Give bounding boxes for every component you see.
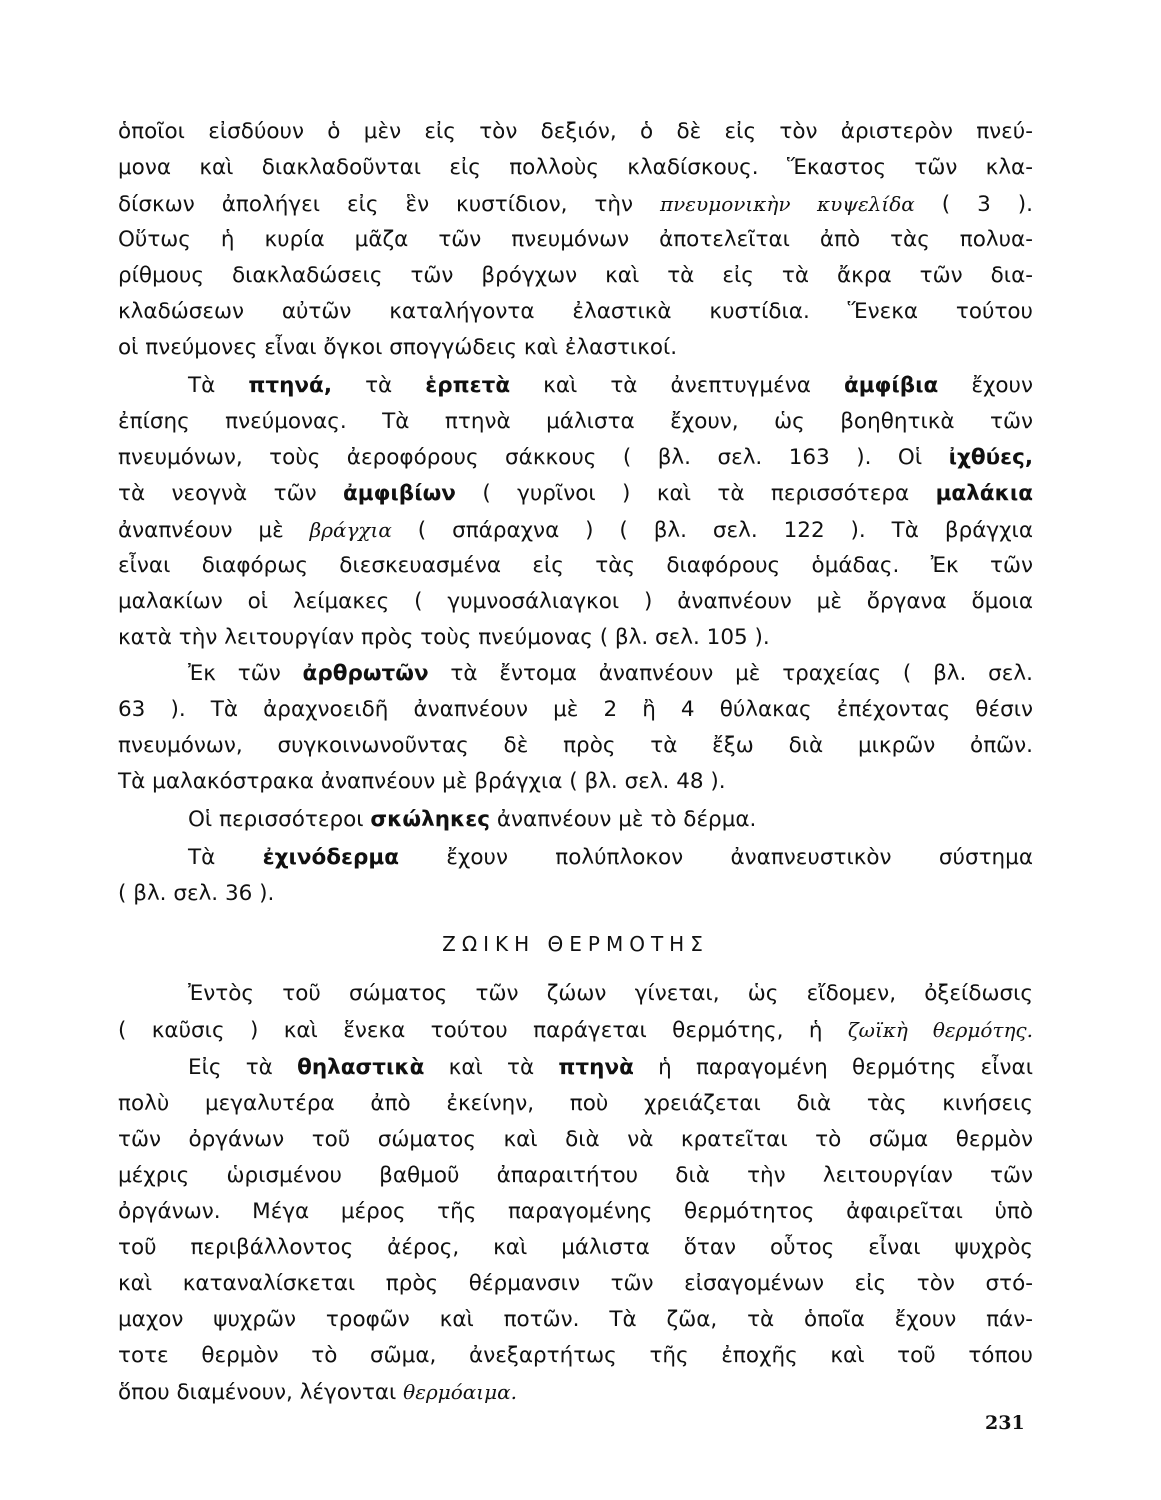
bold-term: ἑρπετὰ: [425, 373, 511, 398]
text-line: Ἐκ τῶν ἀρθρωτῶν τὰ ἔντομα ἀναπνέουν μὲ τραχείας ( βλ. σελ.: [188, 661, 1033, 686]
text-line: ὁποῖοι εἰσδύουν ὁ μὲν εἰς τὸν δεξιόν, ὁ δὲ εἰς τὸν ἀριστερὸν πνεύ-: [118, 119, 1033, 144]
italic-term: πνευμονικὴν κυψελίδα: [660, 192, 915, 216]
bold-term: ἐχινόδερμα: [262, 845, 399, 870]
bold-term: πτηνά,: [248, 373, 332, 398]
text-line: τῶν ὀργάνων τοῦ σώματος καὶ διὰ νὰ κρατεῖται τὸ σῶμα θερμὸν: [118, 1127, 1033, 1152]
text-line: πολὺ μεγαλυτέρα ἀπὸ ἐκείνην, ποὺ χρειάζεται διὰ τὰς κινήσεις: [118, 1091, 1033, 1116]
text-line: τοτε θερμὸν τὸ σῶμα, ἀνεξαρτήτως τῆς ἐποχῆς καὶ τοῦ τόπου: [118, 1343, 1033, 1368]
text-line: 63 ). Τὰ ἀραχνοειδῆ ἀναπνέουν μὲ 2 ἢ 4 θύλακας ἐπέχοντας θέσιν: [118, 697, 1033, 722]
text-line: μέχρις ὡρισμένου βαθμοῦ ἀπαραιτήτου διὰ τὴν λειτουργίαν τῶν: [118, 1163, 1033, 1188]
bold-term: σκώληκες: [370, 807, 491, 832]
text-line: μονα καὶ διακλαδοῦνται εἰς πολλοὺς κλαδίσκους. Ἕκαστος τῶν κλα-: [118, 155, 1033, 180]
text-line: ἀναπνέουν μὲ βράγχια ( σπάραχνα ) ( βλ. σελ. 122 ). Τὰ βράγχια: [118, 518, 1033, 543]
text-line: Τὰ πτηνά, τὰ ἑρπετὰ καὶ τὰ ἀνεπτυγμένα ἀμφίβια ἔχουν: [188, 373, 1033, 398]
text-line: ( βλ. σελ. 36 ).: [118, 881, 275, 906]
text-line: ἐπίσης πνεύμονας. Τὰ πτηνὰ μάλιστα ἔχουν, ὡς βοηθητικὰ τῶν: [118, 409, 1033, 434]
bold-term: θηλαστικὰ: [297, 1055, 425, 1080]
section-heading: ΖΩΙΚΗ ΘΕΡΜΟΤΗΣ: [442, 932, 709, 956]
text-line: Οἱ περισσότεροι σκώληκες ἀναπνέουν μὲ τὸ δέρμα.: [188, 807, 757, 832]
text-line: Οὕτως ἡ κυρία μᾶζα τῶν πνευμόνων ἀποτελεῖται ἀπὸ τὰς πολυα-: [118, 227, 1033, 252]
text-line: κλαδώσεων αὐτῶν καταλήγοντα ἐλαστικὰ κυστίδια. Ἕνεκα τούτου: [118, 299, 1033, 324]
text-line: Εἰς τὰ θηλαστικὰ καὶ τὰ πτηνὰ ἡ παραγομένη θερμότης εἶναι: [188, 1055, 1034, 1080]
text-line: δίσκων ἀπολήγει εἰς ἓν κυστίδιον, τὴν πνευμονικὴν κυψελίδα ( 3 ).: [118, 192, 1033, 217]
text-line: μαχον ψυχρῶν τροφῶν καὶ ποτῶν. Τὰ ζῶα, τὰ ὁποῖα ἔχουν πάν-: [118, 1307, 1033, 1332]
text-line: κατὰ τὴν λειτουργίαν πρὸς τοὺς πνεύμονας ( βλ. σελ. 105 ).: [118, 625, 770, 650]
italic-term: θερμόαιμα.: [403, 1380, 517, 1404]
page-number: 231: [985, 1412, 1025, 1434]
bold-term: ἀρθρωτῶν: [302, 661, 429, 686]
text-line: Τὰ ἐχινόδερμα ἔχουν πολύπλοκον ἀναπνευστικὸν σύστημα: [188, 845, 1033, 870]
italic-term: ζωϊκὴ θερμότης.: [847, 1018, 1033, 1042]
bold-term: μαλάκια: [935, 481, 1033, 506]
text-line: τοῦ περιβάλλοντος ἀέρος, καὶ μάλιστα ὅταν οὗτος εἶναι ψυχρὸς: [118, 1235, 1033, 1260]
text-line: ρίθμους διακλαδώσεις τῶν βρόγχων καὶ τὰ εἰς τὰ ἄκρα τῶν δια-: [118, 263, 1033, 288]
text-line: Τὰ μαλακόστρακα ἀναπνέουν μὲ βράγχια ( βλ. σελ. 48 ).: [118, 769, 726, 794]
bold-term: ἰχθύες,: [948, 445, 1033, 470]
text-line: τὰ νεογνὰ τῶν ἀμφιβίων ( γυρῖνοι ) καὶ τὰ περισσότερα μαλάκια: [118, 481, 1033, 506]
text-line: ( καῦσις ) καὶ ἕνεκα τούτου παράγεται θερμότης, ἡ ζωϊκὴ θερμότης.: [118, 1018, 1033, 1043]
text-line: εἶναι διαφόρως διεσκευασμένα εἰς τὰς διαφόρους ὁμάδας. Ἐκ τῶν: [118, 553, 1033, 578]
bold-term: ἀμφίβια: [843, 373, 939, 398]
text-line: πνευμόνων, συγκοινωνοῦντας δὲ πρὸς τὰ ἔξω διὰ μικρῶν ὀπῶν.: [118, 733, 1033, 758]
bold-term: ἀμφιβίων: [343, 481, 456, 506]
text-line: πνευμόνων, τοὺς ἀεροφόρους σάκκους ( βλ. σελ. 163 ). Οἱ ἰχθύες,: [118, 445, 1033, 470]
italic-term: βράγχια: [309, 518, 392, 542]
bold-term: πτηνὰ: [558, 1055, 634, 1080]
text-line: ὀργάνων. Μέγα μέρος τῆς παραγομένης θερμότητος ἀφαιρεῖται ὑπὸ: [118, 1199, 1033, 1224]
text-line: μαλακίων οἱ λείμακες ( γυμνοσάλιαγκοι ) ἀναπνέουν μὲ ὄργανα ὅμοια: [118, 589, 1033, 614]
text-line: ὅπου διαμένουν, λέγονται θερμόαιμα.: [118, 1380, 517, 1405]
text-line: καὶ καταναλίσκεται πρὸς θέρμανσιν τῶν εἰσαγομένων εἰς τὸν στό-: [118, 1271, 1033, 1296]
text-line: οἱ πνεύμονες εἶναι ὄγκοι σπογγώδεις καὶ ἐλαστικοί.: [118, 335, 678, 360]
text-line: Ἐντὸς τοῦ σώματος τῶν ζώων γίνεται, ὡς εἴδομεν, ὀξείδωσις: [188, 981, 1033, 1006]
